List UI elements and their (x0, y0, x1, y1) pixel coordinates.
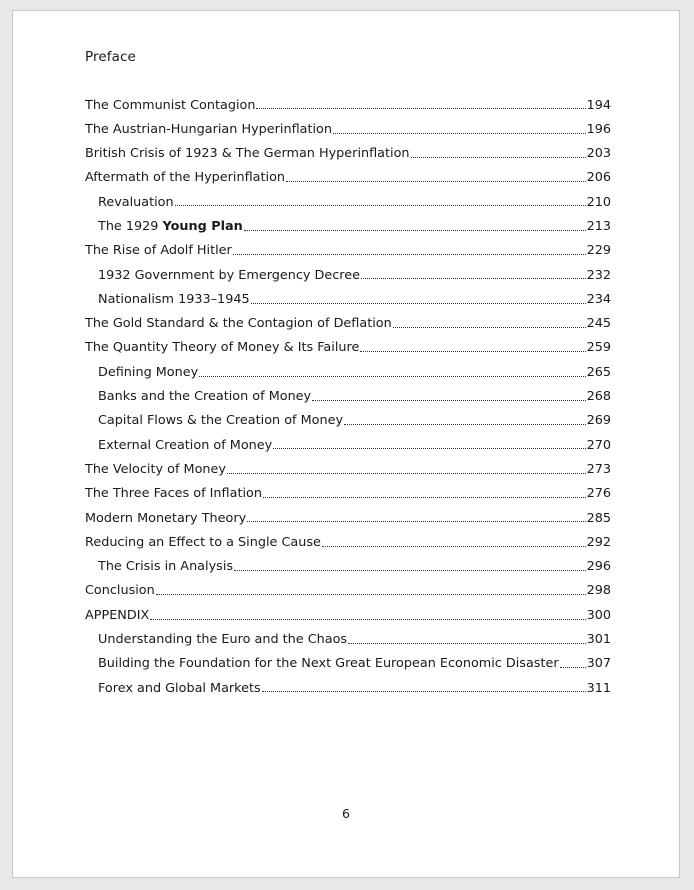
toc-entry[interactable] (85, 283, 611, 307)
toc-dot-leader (333, 132, 586, 134)
toc-entry-page: 203 (586, 146, 611, 162)
toc-dot-leader (322, 545, 586, 547)
toc-entry-page: 232 (586, 267, 611, 283)
toc-dot-leader (234, 569, 586, 571)
toc-entry[interactable] (85, 551, 611, 575)
toc-entry-title: 1932 Government by Emergency Decree (98, 267, 361, 283)
toc-dot-leader (344, 423, 586, 425)
toc-entry[interactable] (85, 332, 611, 356)
toc-entry-title: Understanding the Euro and the Chaos (98, 632, 348, 648)
toc-dot-leader (233, 253, 586, 255)
toc-entry-page: 245 (586, 316, 611, 332)
toc-dot-leader (199, 375, 585, 377)
toc-dot-leader (262, 690, 586, 692)
toc-entry-page: 292 (586, 534, 611, 550)
toc-entry[interactable] (85, 648, 611, 672)
toc-entry-title-bold: Young Plan (162, 218, 243, 234)
toc-entry-page: 273 (586, 461, 611, 477)
table-of-contents (85, 89, 611, 696)
toc-entry-title: Revaluation (98, 194, 174, 210)
toc-dot-leader (312, 399, 585, 401)
toc-entry-title: Aftermath of the Hyperinflation (85, 170, 286, 186)
toc-entry-page: 270 (586, 437, 611, 453)
toc-entry-page: 196 (586, 121, 611, 137)
toc-entry-page: 234 (586, 291, 611, 307)
toc-entry-page: 276 (586, 486, 611, 502)
toc-entry-page: 194 (586, 97, 611, 113)
toc-dot-leader (560, 666, 586, 668)
toc-dot-leader (411, 156, 586, 158)
toc-entry-title: Conclusion (85, 583, 155, 599)
toc-entry-title: Banks and the Creation of Money (98, 389, 312, 405)
toc-entry-title: Modern Monetary Theory (85, 510, 247, 526)
toc-dot-leader (360, 350, 585, 352)
toc-entry[interactable] (85, 162, 611, 186)
toc-dot-leader (227, 472, 586, 474)
toc-dot-leader (156, 593, 586, 595)
toc-entry[interactable] (85, 429, 611, 453)
toc-entry[interactable] (85, 672, 611, 696)
toc-dot-leader (263, 496, 586, 498)
toc-entry-title: The Rise of Adolf Hitler (85, 243, 232, 259)
toc-entry[interactable] (85, 356, 611, 380)
toc-entry-page: 210 (586, 194, 611, 210)
toc-entry[interactable] (85, 235, 611, 259)
toc-entry-title: Forex and Global Markets (98, 680, 261, 696)
toc-entry-title: The Quantity Theory of Money & Its Failure (85, 340, 360, 356)
toc-entry[interactable] (85, 478, 611, 502)
toc-dot-leader (150, 618, 585, 620)
toc-dot-leader (244, 229, 586, 231)
toc-entry[interactable] (85, 502, 611, 526)
toc-entry-title: The Velocity of Money (85, 461, 226, 477)
toc-dot-leader (256, 107, 585, 109)
toc-entry[interactable] (85, 308, 611, 332)
toc-entry-title: The Crisis in Analysis (98, 559, 234, 575)
toc-entry-title: The Three Faces of Inflation (85, 486, 262, 502)
preface-heading: Preface (85, 49, 136, 65)
toc-entry[interactable] (85, 210, 611, 234)
toc-entry-page: 206 (586, 170, 611, 186)
toc-entry-title: Reducing an Effect to a Single Cause (85, 534, 321, 550)
toc-entry-page: 213 (586, 218, 611, 234)
toc-entry-page: 300 (586, 607, 611, 623)
toc-entry-title: Nationalism 1933–1945 (98, 291, 250, 307)
document-page (12, 10, 680, 878)
toc-entry-title: External Creation of Money (98, 437, 273, 453)
toc-entry[interactable] (85, 624, 611, 648)
toc-dot-leader (286, 180, 586, 182)
toc-entry[interactable] (85, 186, 611, 210)
toc-entry-title: Defining Money (98, 364, 199, 380)
toc-dot-leader (273, 447, 585, 449)
toc-entry-title: British Crisis of 1923 & The German Hyperinflation (85, 146, 410, 162)
toc-entry[interactable] (85, 89, 611, 113)
toc-dot-leader (247, 520, 585, 522)
toc-entry-page: 268 (586, 389, 611, 405)
toc-dot-leader (175, 204, 586, 206)
toc-entry-title: The Gold Standard & the Contagion of Deflation (85, 316, 392, 332)
toc-entry-page: 269 (586, 413, 611, 429)
toc-entry[interactable] (85, 575, 611, 599)
toc-dot-leader (361, 277, 586, 279)
toc-entry-page: 311 (586, 680, 611, 696)
toc-entry-page: 229 (586, 243, 611, 259)
toc-entry-title: Capital Flows & the Creation of Money (98, 413, 344, 429)
toc-entry-title: APPENDIX (85, 607, 150, 623)
toc-entry[interactable] (85, 405, 611, 429)
toc-dot-leader (393, 326, 586, 328)
toc-entry[interactable] (85, 453, 611, 477)
toc-dot-leader (348, 642, 585, 644)
toc-entry-title-prefix: The 1929 (98, 218, 163, 234)
toc-entry-page: 265 (586, 364, 611, 380)
toc-entry-page: 301 (586, 632, 611, 648)
toc-entry[interactable] (85, 259, 611, 283)
toc-entry-title: The Communist Contagion (85, 97, 256, 113)
toc-entry-page: 307 (586, 656, 611, 672)
toc-entry-title: The Austrian-Hungarian Hyperinflation (85, 121, 332, 137)
toc-entry[interactable] (85, 599, 611, 623)
page-number: 6 (342, 806, 350, 821)
toc-entry-title: Building the Foundation for the Next Great European Economic Disaster (98, 656, 559, 672)
toc-entry-page: 296 (586, 559, 611, 575)
toc-entry[interactable] (85, 526, 611, 550)
toc-entry[interactable] (85, 138, 611, 162)
toc-entry-title (98, 218, 243, 235)
toc-entry-page: 285 (586, 510, 611, 526)
toc-entry-page: 298 (586, 583, 611, 599)
toc-dot-leader (251, 302, 586, 304)
toc-entry[interactable] (85, 381, 611, 405)
toc-entry-page: 259 (586, 340, 611, 356)
toc-entry[interactable] (85, 113, 611, 137)
